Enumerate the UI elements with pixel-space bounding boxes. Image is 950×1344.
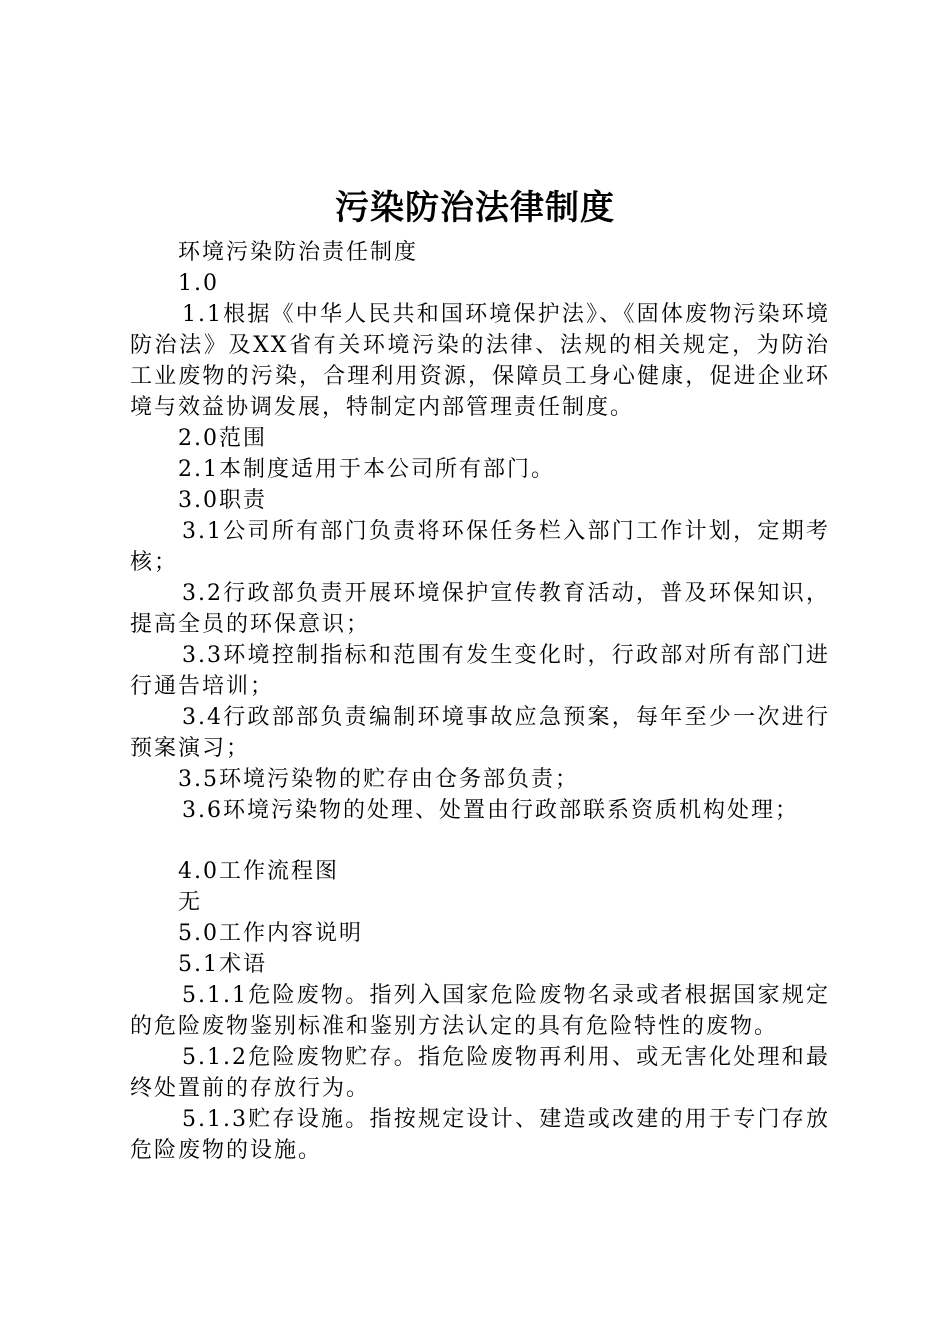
- paragraph-5-0: 5.0工作内容说明: [178, 921, 363, 946]
- paragraph-section-1-0: 1.0: [178, 271, 219, 296]
- paragraph-3-0: 3.0职责: [178, 488, 267, 513]
- paragraph-5-1-1: 5.1.1危险废物。指列入国家危险废物名录或者根据国家规定的危险废物鉴别标准和鉴别方法认定的具有危险特性的废物。: [130, 983, 830, 1039]
- paragraph-3-3: 3.3环境控制指标和范围有发生变化时，行政部对所有部门进行通告培训；: [130, 643, 830, 699]
- paragraph-3-2: 3.2行政部负责开展环境保护宣传教育活动，普及环保知识，提高全员的环保意识；: [130, 581, 830, 637]
- paragraph-5-1-2: 5.1.2危险废物贮存。指危险废物再利用、或无害化处理和最终处置前的存放行为。: [130, 1045, 830, 1101]
- paragraph-3-6: 3.6环境污染物的处理、处置由行政部联系资质机构处理；: [182, 798, 799, 823]
- document-title: 污染防治法律制度: [335, 188, 615, 228]
- paragraph-2-1: 2.1本制度适用于本公司所有部门。: [178, 457, 555, 482]
- paragraph-1-1: 1.1根据《中华人民共和国环境保护法》、《固体废物污染环境防治法》及XX省有关环境污染的法律、法规的相关规定，为防治工业废物的污染，合理利用资源，保障员工身心健康，促进企业环境与效益协调发展，特制定内部管理责任制度。: [130, 302, 830, 420]
- paragraph-heading: 环境污染防治责任制度: [178, 240, 419, 265]
- paragraph-gap: [130, 826, 830, 856]
- paragraph-5-1: 5.1术语: [178, 952, 267, 977]
- paragraph-2-0: 2.0范围: [178, 426, 267, 451]
- document-body: [130, 237, 830, 1166]
- paragraph-none: 无: [178, 890, 203, 915]
- paragraph-3-1: 3.1公司所有部门负责将环保任务栏入部门工作计划，定期考核；: [130, 519, 830, 575]
- paragraph-4-0: 4.0工作流程图: [178, 859, 339, 884]
- paragraph-5-1-3: 5.1.3贮存设施。指按规定设计、建造或改建的用于专门存放危险废物的设施。: [130, 1107, 830, 1163]
- paragraph-3-4: 3.4行政部部负责编制环境事故应急预案，每年至少一次进行预案演习；: [130, 705, 830, 761]
- paragraph-3-5: 3.5环境污染物的贮存由仓务部负责；: [178, 767, 579, 792]
